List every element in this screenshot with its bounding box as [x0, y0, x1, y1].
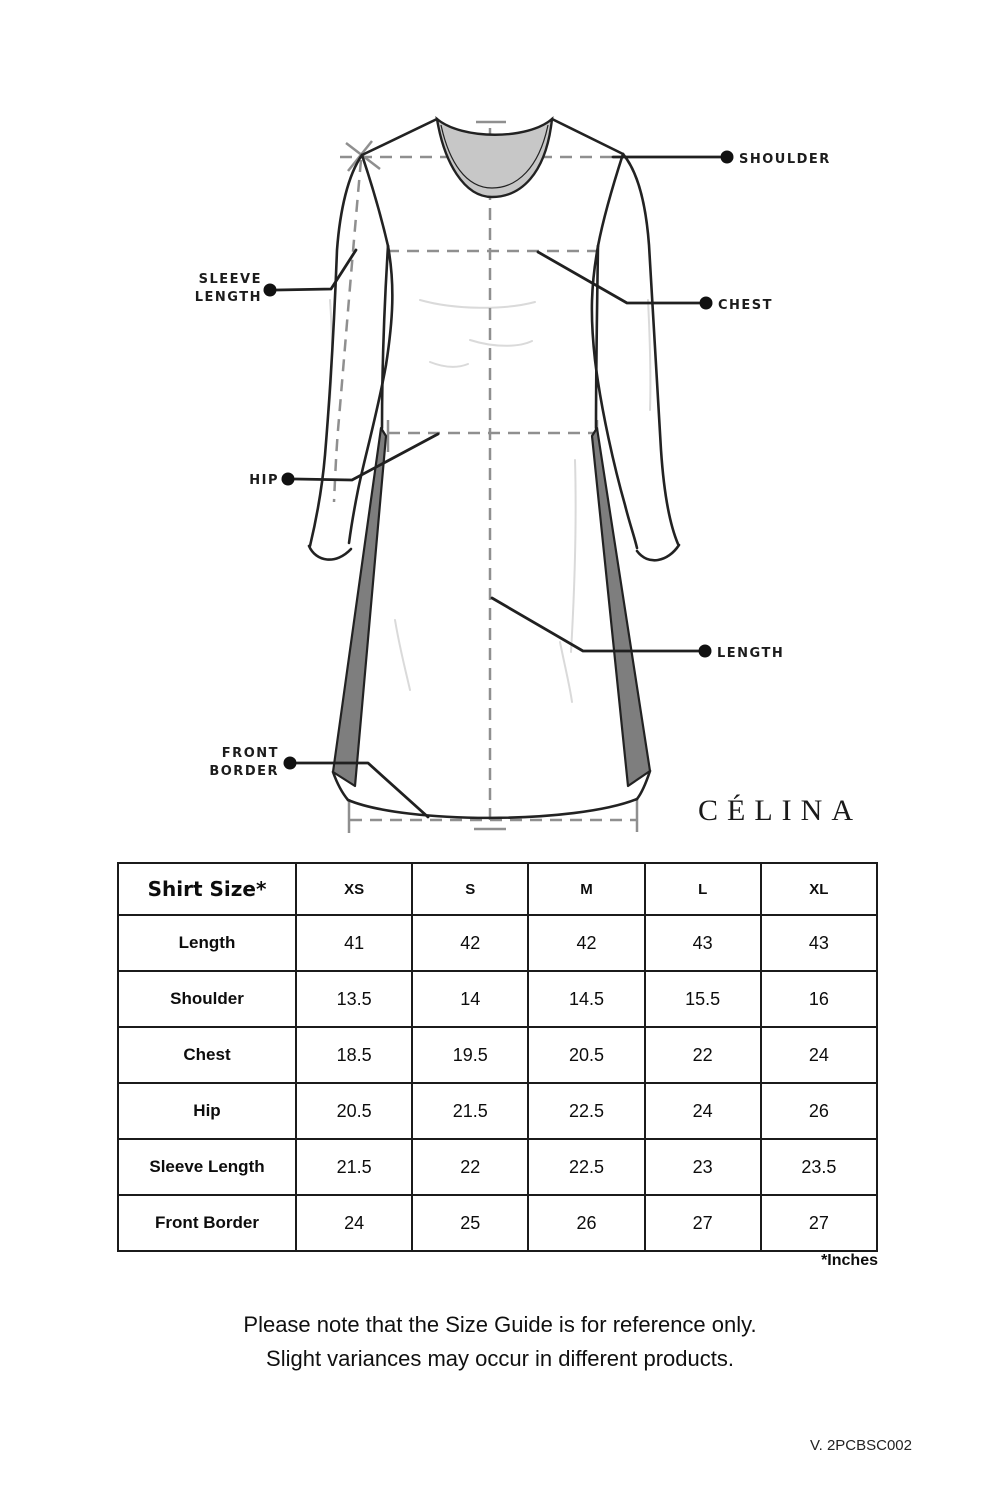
table-cell: 14.5: [528, 971, 644, 1027]
length-label: LENGTH: [717, 646, 785, 661]
table-row-chest: [118, 1027, 877, 1083]
front-border-callout-dot: [284, 757, 297, 770]
table-cell: 24: [645, 1083, 761, 1139]
right-armhole: [598, 154, 623, 246]
hip-label: HIP: [249, 473, 279, 488]
table-cell: 22: [645, 1027, 761, 1083]
table-cell: 43: [761, 915, 877, 971]
table-cell: 42: [528, 915, 644, 971]
table-cell: 16: [761, 971, 877, 1027]
table-cell: 23: [645, 1139, 761, 1195]
table-header-row: [118, 863, 877, 915]
left-side-seam: [382, 246, 388, 428]
left-armhole: [362, 155, 388, 246]
size-column-header-xs: XS: [296, 863, 412, 915]
size-chart-table: [117, 862, 878, 1252]
table-cell: 21.5: [412, 1083, 528, 1139]
table-cell: 22: [412, 1139, 528, 1195]
table-cell: 24: [296, 1195, 412, 1251]
right-shoulder-seam: [552, 119, 623, 154]
row-label-shoulder: Shoulder: [118, 971, 296, 1027]
garment-sketch: [309, 119, 679, 818]
size-column-header-l: L: [645, 863, 761, 915]
table-cell: 41: [296, 915, 412, 971]
front-border-label-line2: BORDER: [209, 764, 279, 779]
sleeve-length-label-line2: LENGTH: [194, 290, 262, 305]
shoulder-label: SHOULDER: [739, 152, 831, 167]
units-note: *Inches: [821, 1252, 878, 1269]
front-border-callout: [209, 746, 428, 817]
table-corner-header: Shirt Size*: [118, 863, 296, 915]
left-cuff: [309, 546, 351, 560]
sleeve-length-callout: [195, 250, 356, 305]
table-cell: 25: [412, 1195, 528, 1251]
table-cell: 42: [412, 915, 528, 971]
hem-curve: [348, 799, 637, 818]
size-column-header-s: S: [412, 863, 528, 915]
right-slit-panel: [592, 428, 650, 786]
brand-logo: CÉLINA: [698, 794, 862, 827]
table-cell: 20.5: [528, 1027, 644, 1083]
table-cell: 20.5: [296, 1083, 412, 1139]
length-callout-dot: [699, 645, 712, 658]
sleeve-length-label-line1: SLEEVE: [198, 272, 262, 287]
left-sleeve-outer: [310, 155, 362, 546]
table-cell: 24: [761, 1027, 877, 1083]
reference-note-line1: Please note that the Size Guide is for reference only.: [243, 1312, 757, 1337]
neckline: [437, 119, 552, 197]
hip-callout-dot: [282, 473, 295, 486]
row-label-chest: Chest: [118, 1027, 296, 1083]
table-cell: 22.5: [528, 1139, 644, 1195]
table-cell: 21.5: [296, 1139, 412, 1195]
sleeve-length-callout-dot: [264, 284, 277, 297]
shoulder-callout-dot: [721, 151, 734, 164]
chest-callout-dot: [700, 297, 713, 310]
table-cell: 18.5: [296, 1027, 412, 1083]
hip-callout: [249, 434, 438, 488]
shoulder-callout: [613, 151, 831, 168]
table-cell: 26: [528, 1195, 644, 1251]
front-border-label-line1: FRONT: [221, 746, 279, 761]
chest-callout: [538, 252, 773, 313]
size-column-header-xl: XL: [761, 863, 877, 915]
reference-note-line2: Slight variances may occur in different products.: [266, 1346, 734, 1371]
table-cell: 22.5: [528, 1083, 644, 1139]
right-side-seam: [596, 246, 598, 428]
table-row-length: [118, 915, 877, 971]
table-cell: 27: [645, 1195, 761, 1251]
sleeve-length-guide: [334, 160, 361, 502]
length-callout: [492, 598, 784, 661]
table-cell: 19.5: [412, 1027, 528, 1083]
row-label-sleeve-length: Sleeve Length: [118, 1139, 296, 1195]
chest-label: CHEST: [718, 298, 774, 313]
table-row-hip: [118, 1083, 877, 1139]
row-label-front-border: Front Border: [118, 1195, 296, 1251]
version-code: V. 2PCBSC002: [809, 1437, 912, 1454]
table-cell: 15.5: [645, 971, 761, 1027]
table-cell: 23.5: [761, 1139, 877, 1195]
table-cell: 14: [412, 971, 528, 1027]
size-column-header-m: M: [528, 863, 644, 915]
table-cell: 43: [645, 915, 761, 971]
table-cell: 26: [761, 1083, 877, 1139]
row-label-length: Length: [118, 915, 296, 971]
table-row-shoulder: [118, 971, 877, 1027]
reference-note: [0, 1308, 1000, 1376]
table-row-sleeve-length: [118, 1139, 877, 1195]
row-label-hip: Hip: [118, 1083, 296, 1139]
table-cell: 13.5: [296, 971, 412, 1027]
table-row-front-border: [118, 1195, 877, 1251]
left-shoulder-seam: [362, 119, 437, 155]
right-cuff: [637, 545, 679, 560]
table-cell: 27: [761, 1195, 877, 1251]
